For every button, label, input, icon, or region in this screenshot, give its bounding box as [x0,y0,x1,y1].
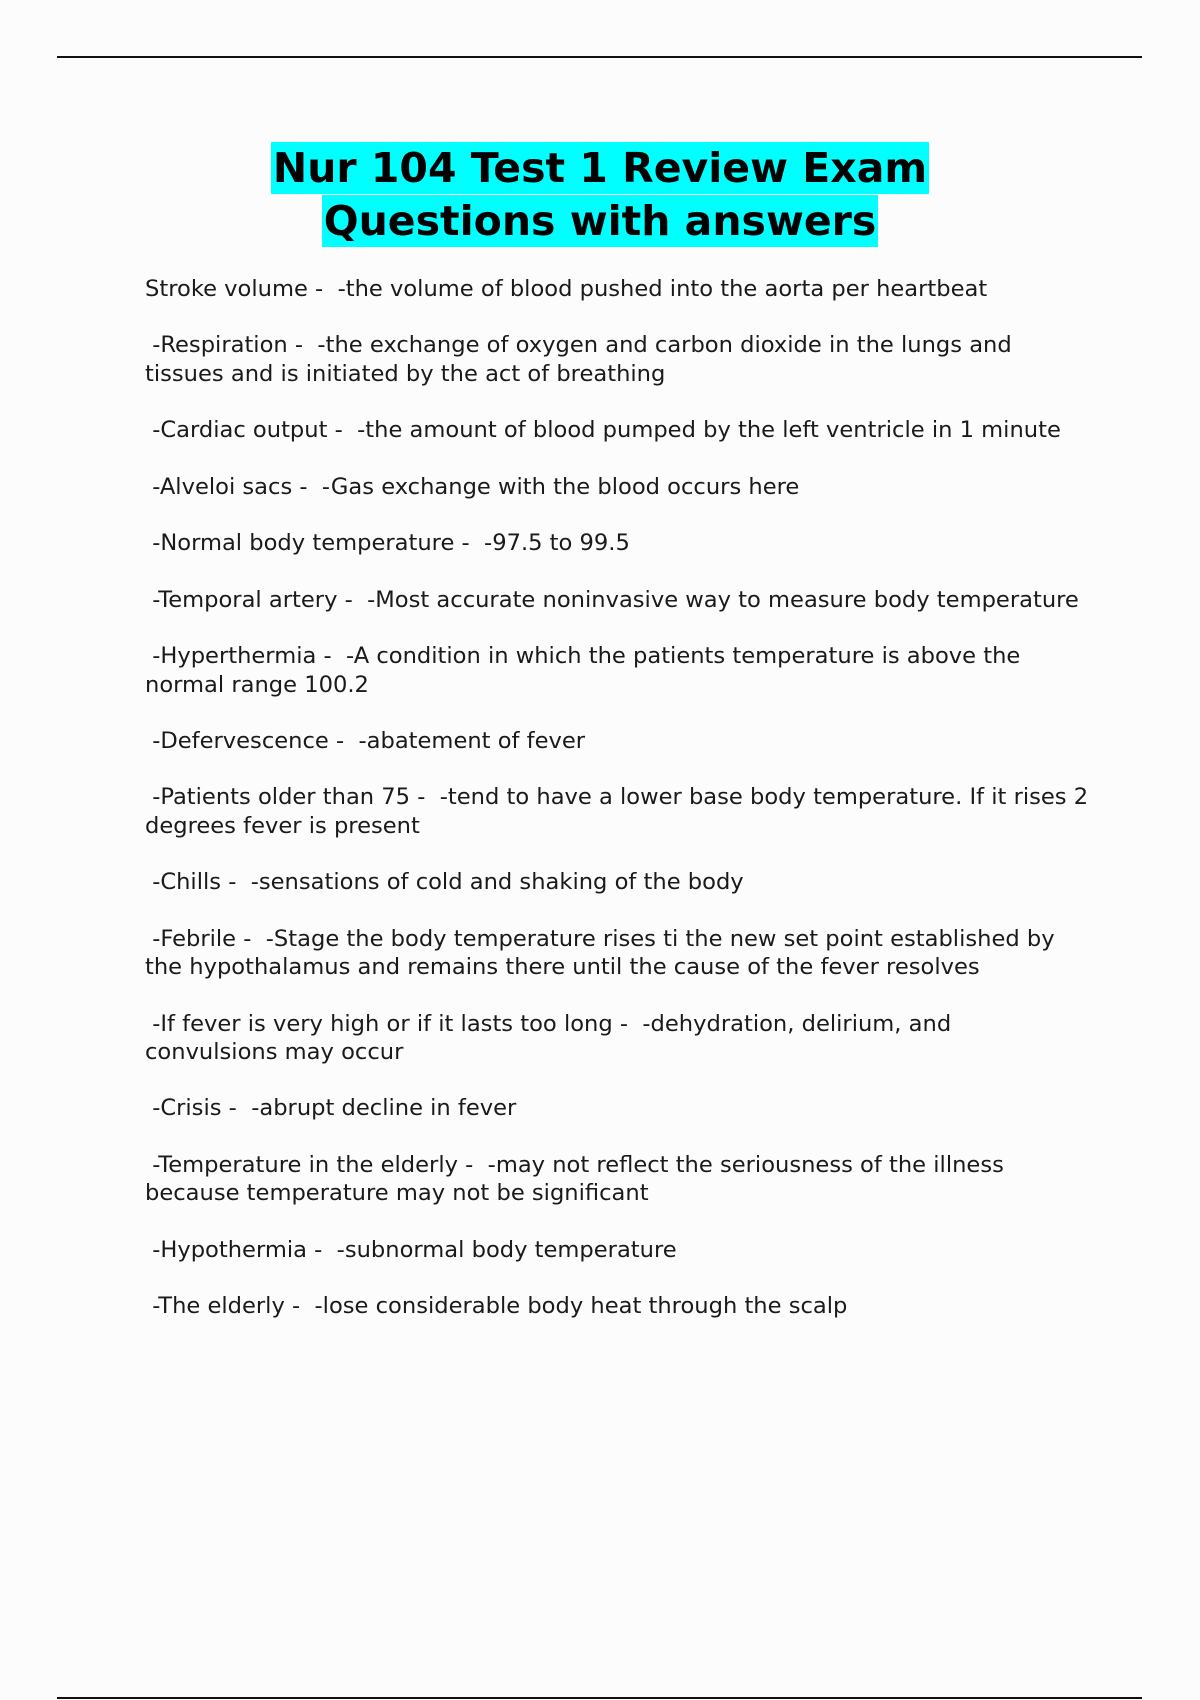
qa-item: -Crisis - -abrupt decline in fever [145,1095,517,1122]
qa-item: -The elderly - -lose considerable body heat through the scalp [145,1293,848,1320]
header-divider [57,56,1142,58]
qa-item: -If fever is very high or if it lasts too long - -dehydration, delirium, and convulsions may occur [145,1010,959,1065]
footer-divider [57,1697,1142,1699]
qa-list [145,275,1096,1349]
qa-item: -Respiration - -the exchange of oxygen and carbon dioxide in the lungs and tissues and is initiated by the act of breathing [145,332,1019,387]
qa-item: -Defervescence - -abatement of fever [145,727,586,754]
title-line-1: Nur 104 Test 1 Review Exam [272,144,928,192]
title-line-2: Questions with answers [323,197,877,245]
qa-item: -Chills - -sensations of cold and shaking of the body [145,869,744,896]
qa-item: -Temperature in the elderly - -may not reflect the seriousness of the illness because temperature may not be significant [145,1151,1012,1207]
qa-item: -Normal body temperature - -97.5 to 99.5 [145,530,630,557]
qa-item: -Temporal artery - -Most accurate noninvasive way to measure body temperature [145,586,1079,613]
qa-item: Stroke volume - -the volume of blood pushed into the aorta per heartbeat [145,276,988,302]
qa-item: -Hyperthermia - -A condition in which the patients temperature is above the normal range 100.2 [145,643,1028,698]
qa-item: -Alveloi sacs - -Gas exchange with the blood occurs here [145,473,800,500]
qa-item: -Cardiac output - -the amount of blood pumped by the left ventricle in 1 minute [145,417,1061,444]
qa-item: -Hypothermia - -subnormal body temperature [145,1236,677,1263]
document-title [0,142,1200,248]
qa-item: -Patients older than 75 - -tend to have a lower base body temperature. If it rises 2 degrees fever is present [145,784,1096,839]
qa-item: -Febrile - -Stage the body temperature rises ti the new set point established by the hypothalamus and remains there until the cause of the fever resolves [145,925,1062,981]
